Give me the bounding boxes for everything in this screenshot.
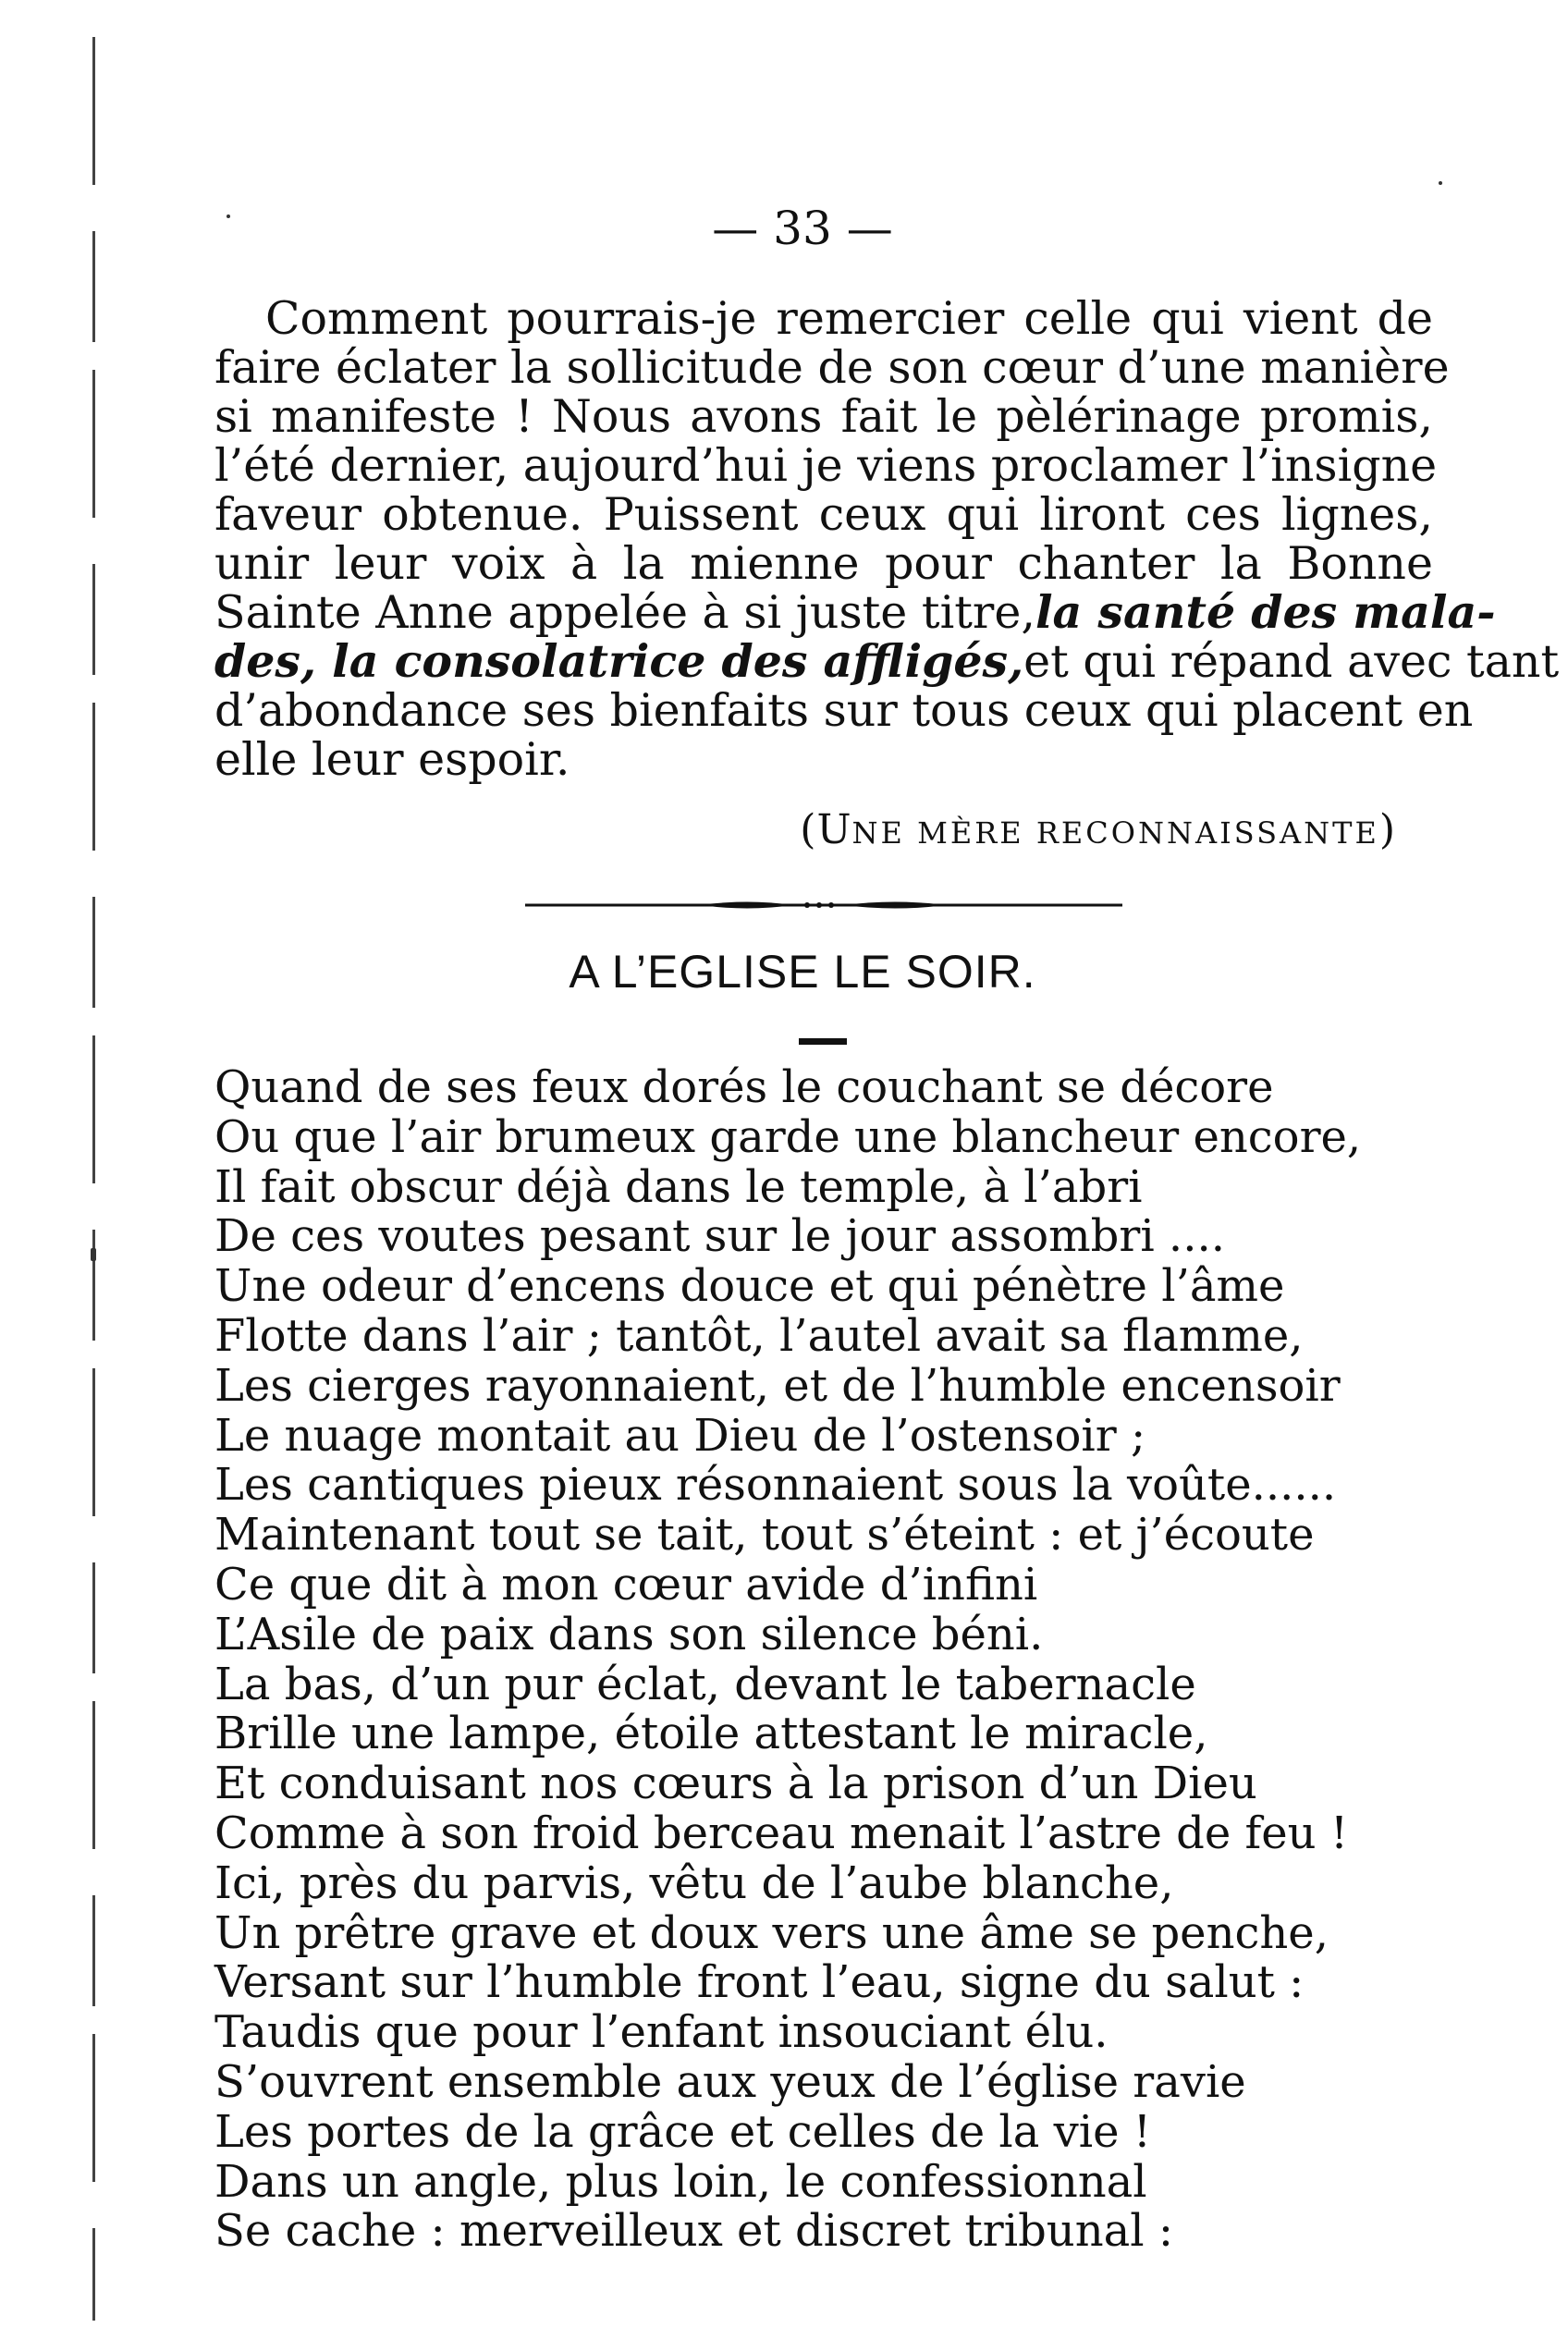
poem-verse: Les cantiques pieux résonnaient sous la voûte...... [214,1459,1337,1512]
letter-paragraph [214,292,1560,786]
page-number: — 33 — [712,202,893,255]
ornamental-separator [525,899,1122,912]
poem-verse: Maintenant tout se tait, tout s’éteint : et j’écoute [214,1509,1315,1562]
paragraph-line-text: Sainte Anne appelée à si juste titre, [214,586,1035,639]
poem-verse: Brille une lampe, étoile attestant le miracle, [214,1708,1208,1760]
poem-verse: Comme à son froid berceau menait l’astre de feu ! [214,1807,1349,1859]
paragraph-line: faire éclater la sollicitude de son cœur d’une manière [214,341,1450,394]
poem-verse: Les portes de la grâce et celles de la vie ! [214,2105,1152,2158]
paragraph-line [214,634,1560,688]
paragraph-line: d’abondance ses bienfaits sur tous ceux qui placent en [214,684,1474,737]
poem-verse: La bas, d’un pur éclat, devant le tabernacle [214,1658,1196,1710]
poem-verse: Ou que l’air brumeux garde une blancheur encore, [214,1110,1362,1163]
paragraph-line-text: et qui répand avec tant [1023,635,1560,688]
poem-title: A L’EGLISE LE SOIR. [569,946,1036,998]
poem-verse: S’ouvrent ensemble aux yeux de l’église ravie [214,2055,1246,2108]
poem-verse: Versant sur l’humble front l’eau, signe du salut : [214,1956,1305,2009]
poem-verse: Les cierges rayonnaient, et de l’humble encensoir [214,1359,1341,1412]
poem-verse: Un prêtre grave et doux vers une âme se penche, [214,1906,1329,1959]
poem-verse: Flotte dans l’air ; tantôt, l’autel avait sa flamme, [214,1309,1304,1362]
paragraph-line: elle leur espoir. [214,733,570,786]
signature-open: (U [800,806,852,853]
poem-verse: Quand de ses feux dorés le couchant se décore [214,1061,1274,1113]
poem-verse: Une odeur d’encens douce et qui pénètre l’âme [214,1260,1285,1313]
poem-verse: De ces voutes pesant sur le jour assombri .... [214,1210,1225,1263]
poem-verse: Ce que dit à mon cœur avide d’infini [214,1558,1038,1611]
page-edge-line [92,37,95,2321]
poem-verse: Le nuage montait au Dieu de l’ostensoir ; [214,1409,1146,1462]
poem-verse: Et conduisant nos cœurs à la prison d’un Dieu [214,1758,1257,1810]
poem-verse: Se cache : merveilleux et discret tribunal : [214,2205,1174,2258]
signature [800,806,1396,853]
poem-verse: Dans un angle, plus loin, le confessionnal [214,2155,1147,2208]
paragraph-line-italic: la santé des mala- [1035,585,1496,639]
poem-verse: Taudis que pour l’enfant insouciant élu. [214,2006,1109,2059]
paragraph-line [214,585,1496,639]
poem-verse: Ici, près du parvis, vêtu de l’aube blanche, [214,1856,1174,1909]
poem-verse: Il fait obscur déjà dans le temple, à l’abri [214,1160,1143,1213]
signature-smallcaps: NE MÈRE RECONNAISSANTE [851,815,1379,851]
signature-close: ) [1378,806,1396,853]
paragraph-line: unir leur voix à la mienne pour chanter la Bonne [214,537,1433,590]
title-dash [799,1038,847,1045]
paragraph-line: l’été dernier, aujourd’hui je viens proclamer l’insigne [214,439,1438,492]
poem-verse: L’Asile de paix dans son silence béni. [214,1608,1044,1660]
poem-body [214,1063,1444,2257]
paragraph-line: Comment pourrais-je remercier celle qui vient de [265,292,1433,345]
paragraph-line: si manifeste ! Nous avons fait le pèlérinage promis, [214,390,1433,443]
paragraph-line-italic: des, la consolatrice des affligés, [214,634,1024,688]
paragraph-line: faveur obtenue. Puissent ceux qui liront ces lignes, [214,488,1433,541]
